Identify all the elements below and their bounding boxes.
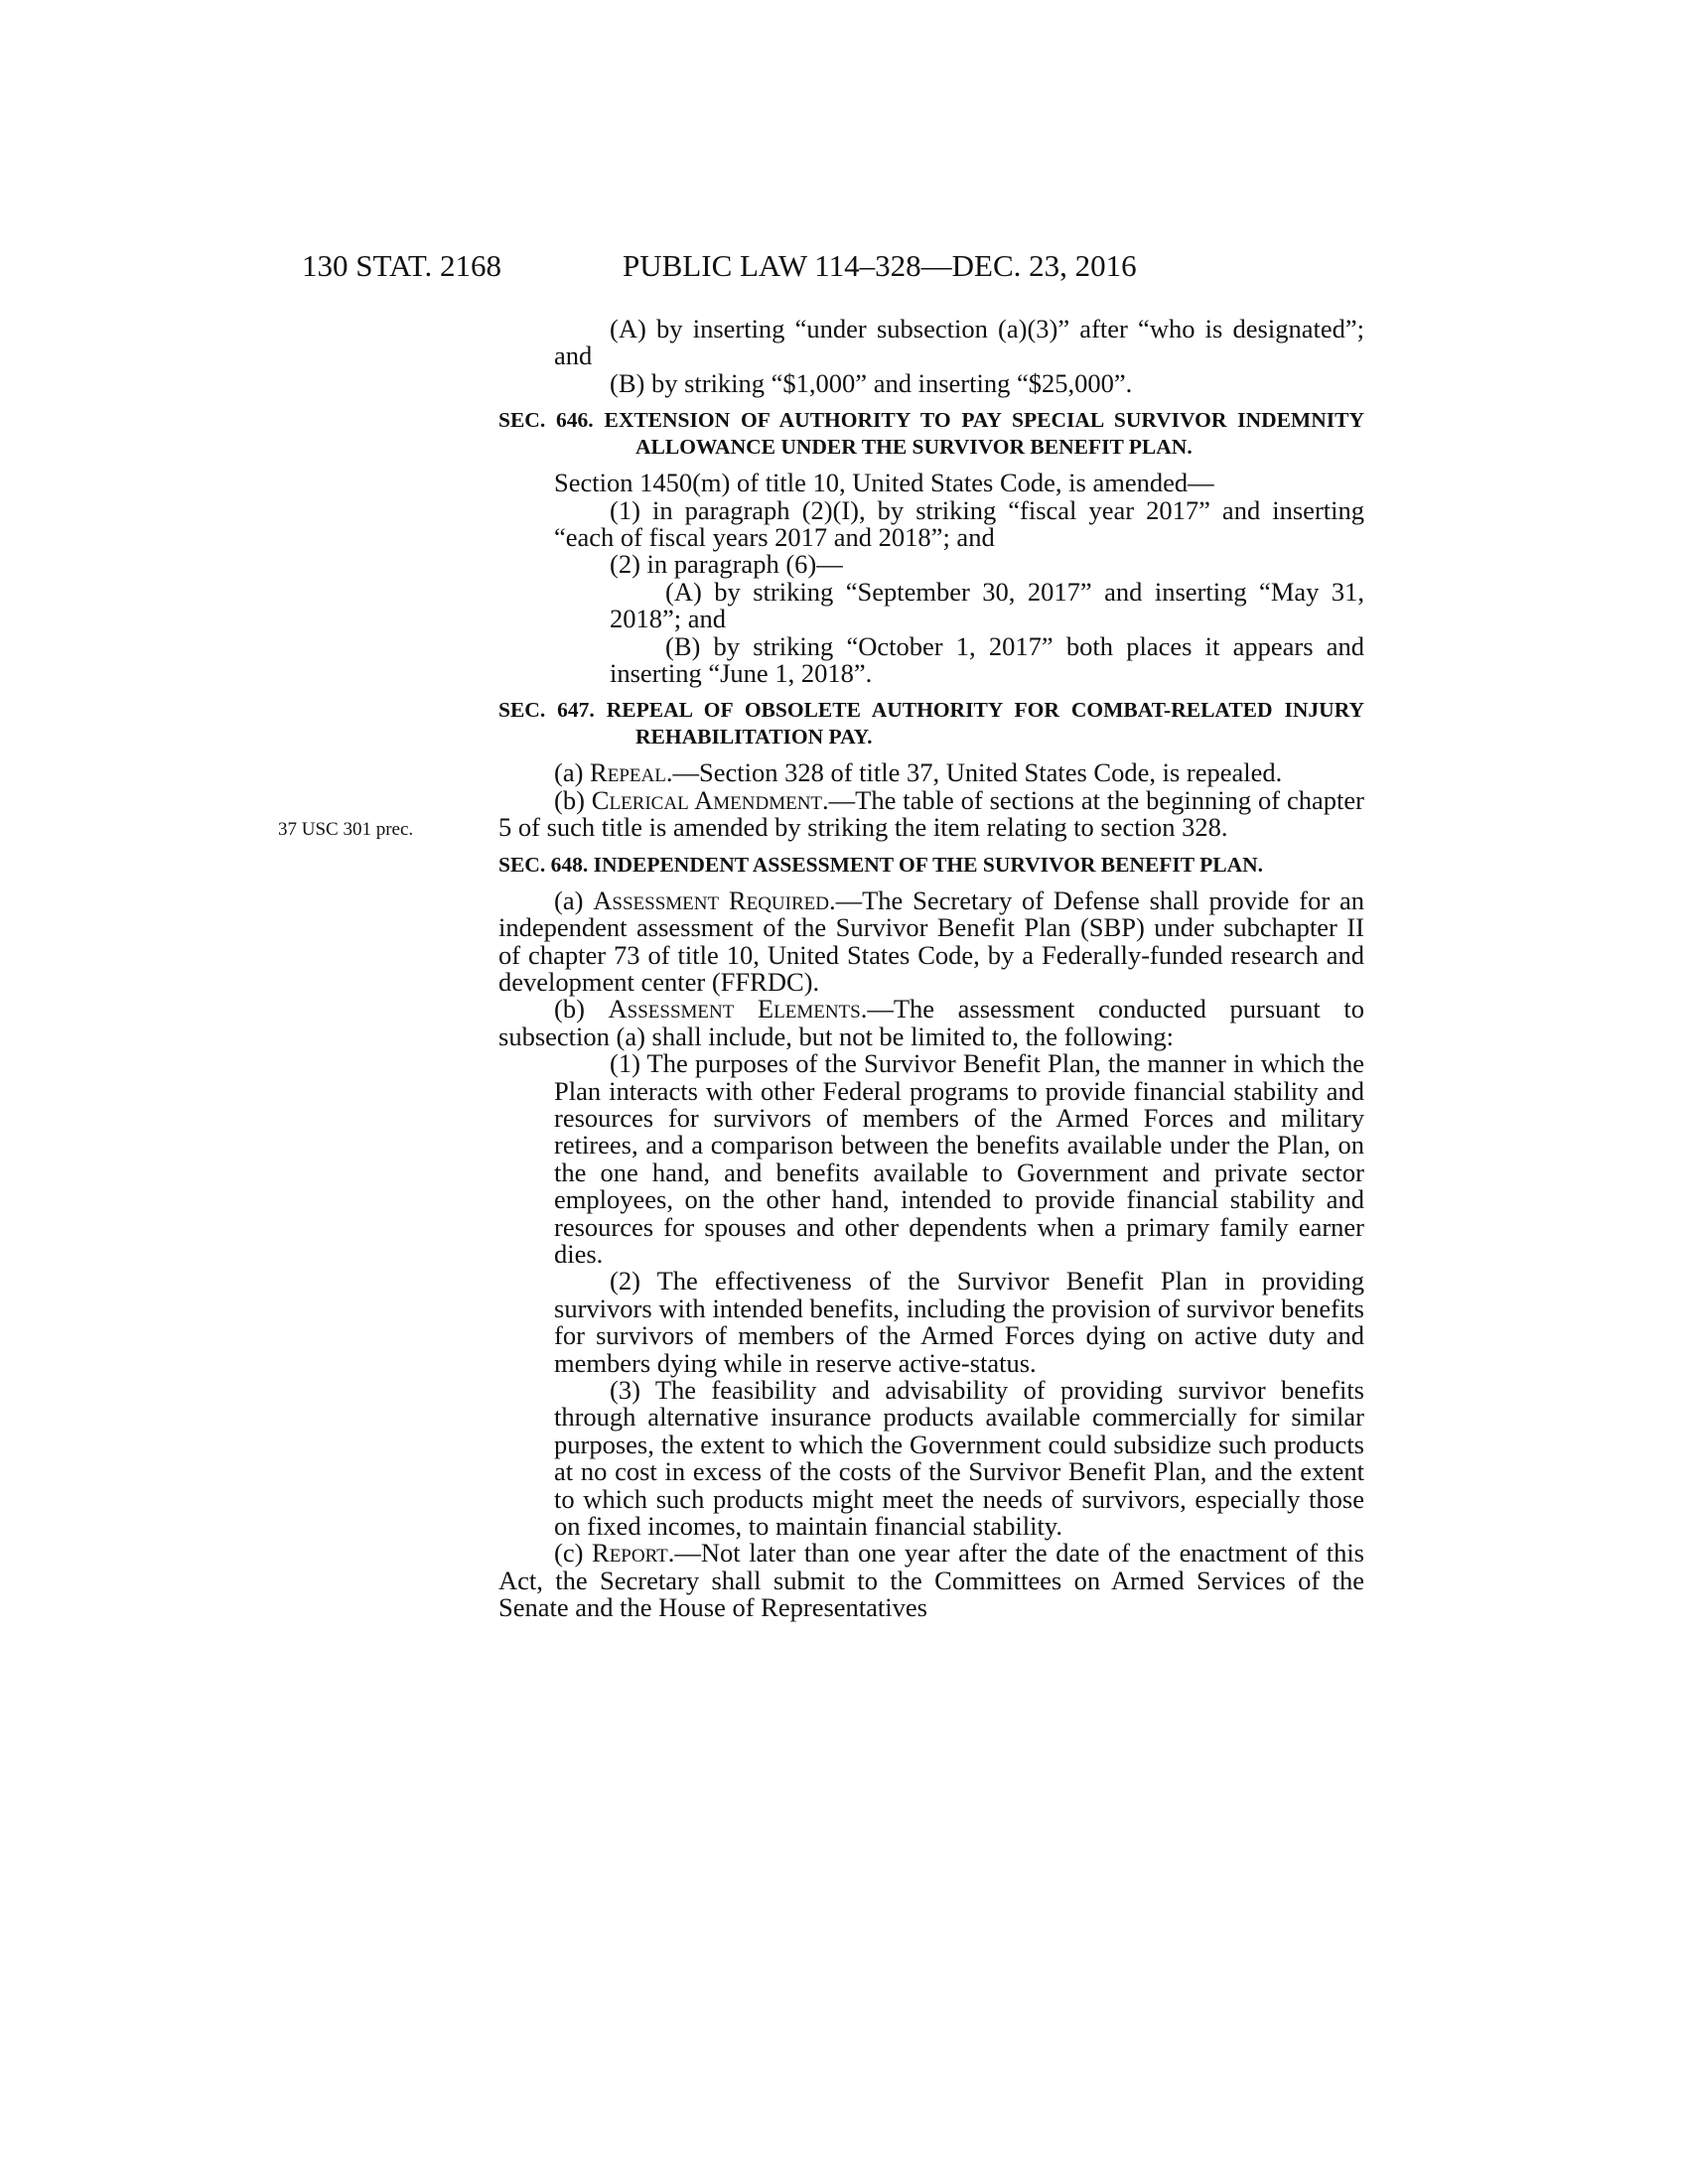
section-648-subsection-b xyxy=(498,996,1364,1050)
subsection-text: .—The table of sections at the beginning of chapter 5 of such title is amended by striking the item relating to section 328. xyxy=(498,784,1364,843)
section-646-heading: SEC. 646. EXTENSION OF AUTHORITY TO PAY SPECIAL SURVIVOR INDEMNITY ALLOWANCE UNDER THE SURVIVOR BENEFIT PLAN. xyxy=(498,408,1364,460)
subsection-text: .—The assessment conducted pursuant to subsection (a) shall include, but not be limited to, the following: xyxy=(498,994,1364,1051)
section-646-paragraph-2: (2) in paragraph (6)— xyxy=(610,549,843,580)
page-header xyxy=(302,246,1235,286)
statute-page-reference: 130 STAT. 2168 xyxy=(302,248,502,283)
section-648-paragraph-1: (1) The purposes of the Survivor Benefit Plan, the manner in which the Plan interacts with other Federal programs to provide financial stability and resources for survivors of members of the Armed Forces and military retirees, and a comparison between the benefits available under the Plan, on the one hand, and benefits available to Government and private sector employees, on the other hand, intended to provide financial stability and resources for spouses and other dependents when a primary family earner dies. xyxy=(554,1048,1364,1269)
section-648-paragraph-3: (3) The feasibility and advisability of providing survivor benefits through alternative insurance products available commercially for similar purposes, the extent to which the Government could subsidize such products at no cost in excess of the costs of the Survivor Benefit Plan, and the extent to which such products might meet the needs of survivors, especially those on fixed incomes, to maintain financial stability. xyxy=(554,1375,1364,1542)
section-648-subsection-c xyxy=(498,1540,1364,1621)
subsection-label: (b) xyxy=(554,994,609,1024)
section-647-subsection-a xyxy=(498,759,1364,786)
subsection-text: .—Not later than one year after the date of the enactment of this Act, the Secretary shall submit to the Committees on Armed Services of the Senate and the House of Representatives xyxy=(498,1538,1364,1623)
document-body xyxy=(278,314,1364,1623)
subsection-caption: Clerical Amendment xyxy=(591,784,823,815)
subsection-label: (a) xyxy=(554,885,594,915)
section-646-intro: Section 1450(m) of title 10, United States Code, is amended— xyxy=(554,468,1214,498)
subsection-caption: Assessment Elements xyxy=(608,994,861,1024)
section-648-subsection-a xyxy=(498,887,1364,997)
subsection-caption: Assessment Required xyxy=(593,885,829,915)
section-647-heading: SEC. 647. REPEAL OF OBSOLETE AUTHORITY FOR COMBAT-RELATED INJURY REHABILITATION PAY. xyxy=(498,698,1364,750)
section-648-paragraph-2: (2) The effectiveness of the Survivor Benefit Plan in providing survivors with intended benefits, including the provision of survivor benefits for survivors of members of the Armed Forces dying on active duty and members dying while in reserve active-status. xyxy=(554,1266,1364,1378)
subsection-label: (b) xyxy=(554,784,592,815)
section-648-heading: SEC. 648. INDEPENDENT ASSESSMENT OF THE SURVIVOR BENEFIT PLAN. xyxy=(498,852,1264,877)
subsection-label: (a) xyxy=(554,757,591,788)
opening-item-a: (A) by inserting “under subsection (a)(3)” after “who is designated”; and xyxy=(554,314,1364,371)
section-646-paragraph-1: (1) in paragraph (2)(I), by striking “fiscal year 2017” and inserting “each of fiscal years 2017 and 2018”; and xyxy=(554,494,1364,553)
subsection-caption: Repeal xyxy=(590,757,666,788)
subsection-label: (c) xyxy=(554,1538,593,1569)
section-647-subsection-b-row xyxy=(278,784,1364,843)
subsection-text: .—The Secretary of Defense shall provide for an independent assessment of the Survivor Benefit Plan (SBP) under subchapter II of chapter 73 of title 10, United States Code, by a Federally-funded research and development center (FFRDC). xyxy=(498,885,1364,997)
running-head: PUBLIC LAW 114–328—DEC. 23, 2016 xyxy=(623,248,1137,283)
margin-note: 37 USC 301 prec. xyxy=(278,818,414,840)
opening-item-b: (B) by striking “$1,000” and inserting “$25,000”. xyxy=(610,367,1133,398)
section-646-paragraph-2b: (B) by striking “October 1, 2017” both places it appears and inserting “June 1, 2018”. xyxy=(610,630,1364,689)
section-647-subsection-b xyxy=(498,784,1364,843)
subsection-text: .—Section 328 of title 37, United States Code, is repealed. xyxy=(665,757,1283,788)
subsection-caption: Report xyxy=(592,1538,668,1569)
section-646-paragraph-2a: (A) by striking “September 30, 2017” and inserting “May 31, 2018”; and xyxy=(610,576,1364,634)
